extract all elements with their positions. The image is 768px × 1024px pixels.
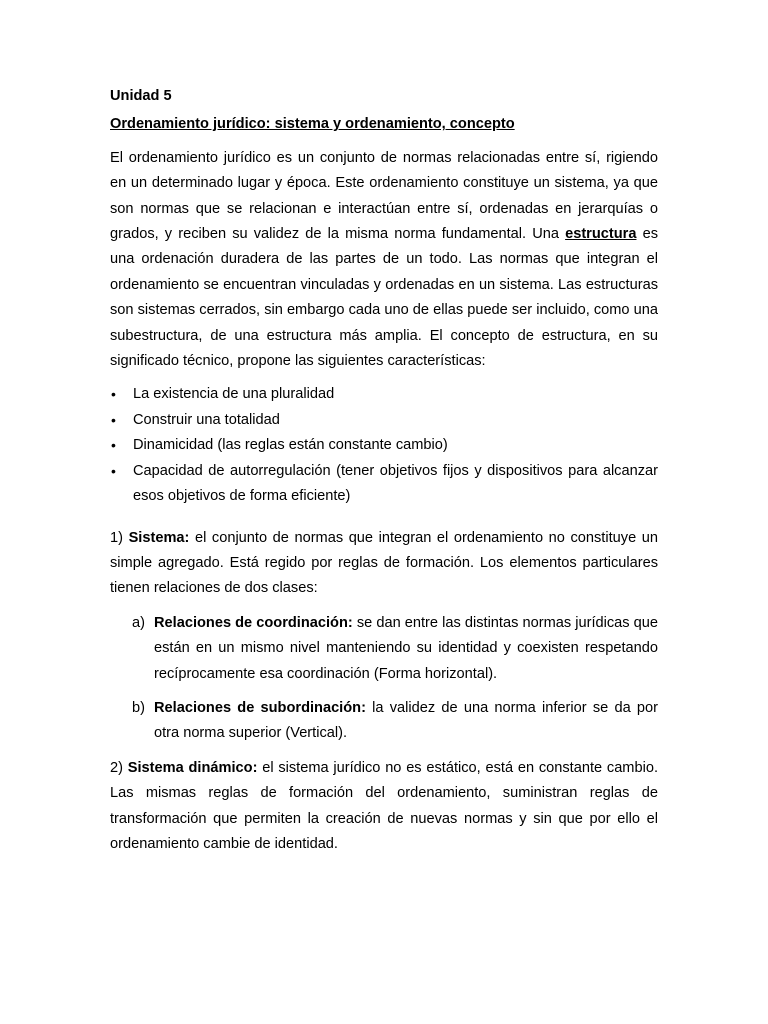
document-page <box>110 84 658 857</box>
bullet-icon: • <box>111 386 116 403</box>
sistema-dinamico-number: 2) <box>110 759 123 776</box>
relation-item-subordinacion <box>110 696 658 747</box>
sistema-number: 1) <box>110 529 123 546</box>
intro-text-part1: El ordenamiento jurídico es un conjunto de normas relacionadas entre sí, rigiendo en un determinado lugar y época. Este ordenamiento constituye un sistema, ya que son normas que se relacionan e interactúan entre sí, ordenadas en jerarquías o grados, y reciben su validez de la misma norma fundamental. Una <box>110 149 658 243</box>
relation-term: Relaciones de subordinación: <box>154 699 366 716</box>
bullet-icon: • <box>111 411 116 428</box>
list-item <box>110 433 658 458</box>
section-title: Ordenamiento jurídico: sistema y ordenamiento, concepto <box>110 116 515 133</box>
sistema-text: el conjunto de normas que integran el ordenamiento no constituye un simple agregado. Está regido por reglas de formación. Los elementos particulares tienen relaciones de dos clases: <box>110 529 658 597</box>
bullet-icon: • <box>111 462 116 479</box>
list-item <box>110 382 658 407</box>
list-item <box>110 459 658 510</box>
relation-marker: b) <box>132 699 145 716</box>
relation-term: Relaciones de coordinación: <box>154 614 353 631</box>
sistema-dinamico-paragraph <box>110 756 658 858</box>
relation-item-coordinacion <box>110 611 658 687</box>
list-item-text: Construir una totalidad <box>133 411 280 428</box>
relation-text: la validez de una norma inferior se da por otra norma superior (Vertical). <box>154 699 658 742</box>
relation-text: se dan entre las distintas normas jurídicas que están en un mismo nivel manteniendo su identidad y coexisten respetando recíprocamente esa coordinación (Forma horizontal). <box>154 614 658 682</box>
list-item <box>110 408 658 433</box>
list-item-text: Dinamicidad (las reglas están constante cambio) <box>133 437 448 454</box>
bullet-icon: • <box>111 437 116 454</box>
relations-list <box>110 611 658 747</box>
sistema-dinamico-term: Sistema dinámico: <box>127 759 258 776</box>
sistema-term: Sistema: <box>128 529 190 546</box>
list-item-text: Capacidad de autorregulación (tener objetivos fijos y dispositivos para alcanzar esos objetivos de forma eficiente) <box>133 462 658 505</box>
characteristics-list <box>110 382 658 509</box>
relation-marker: a) <box>132 614 145 631</box>
list-item-text: La existencia de una pluralidad <box>133 386 335 403</box>
sistema-dinamico-text: el sistema jurídico no es estático, está en constante cambio. Las mismas reglas de formación del ordenamiento, suministran reglas de transformación que permiten la creación de nuevas normas y sin que por ello el ordenamiento cambie de identidad. <box>110 759 658 852</box>
intro-text-part2: es una ordenación duradera de las partes de un todo. Las normas que integran el ordenamiento se encuentran vinculadas y ordenadas en un sistema. Las estructuras son sistemas cerrados, sin embargo cada uno de ellas puede ser incluido, como una subestructura, de una estructura más amplia. El concepto de estructura, en su significado técnico, propone las siguientes características: <box>110 226 659 370</box>
unit-title: Unidad 5 <box>110 88 172 104</box>
estructura-term: estructura <box>565 226 637 243</box>
sistema-paragraph <box>110 526 658 602</box>
intro-paragraph <box>110 146 658 375</box>
